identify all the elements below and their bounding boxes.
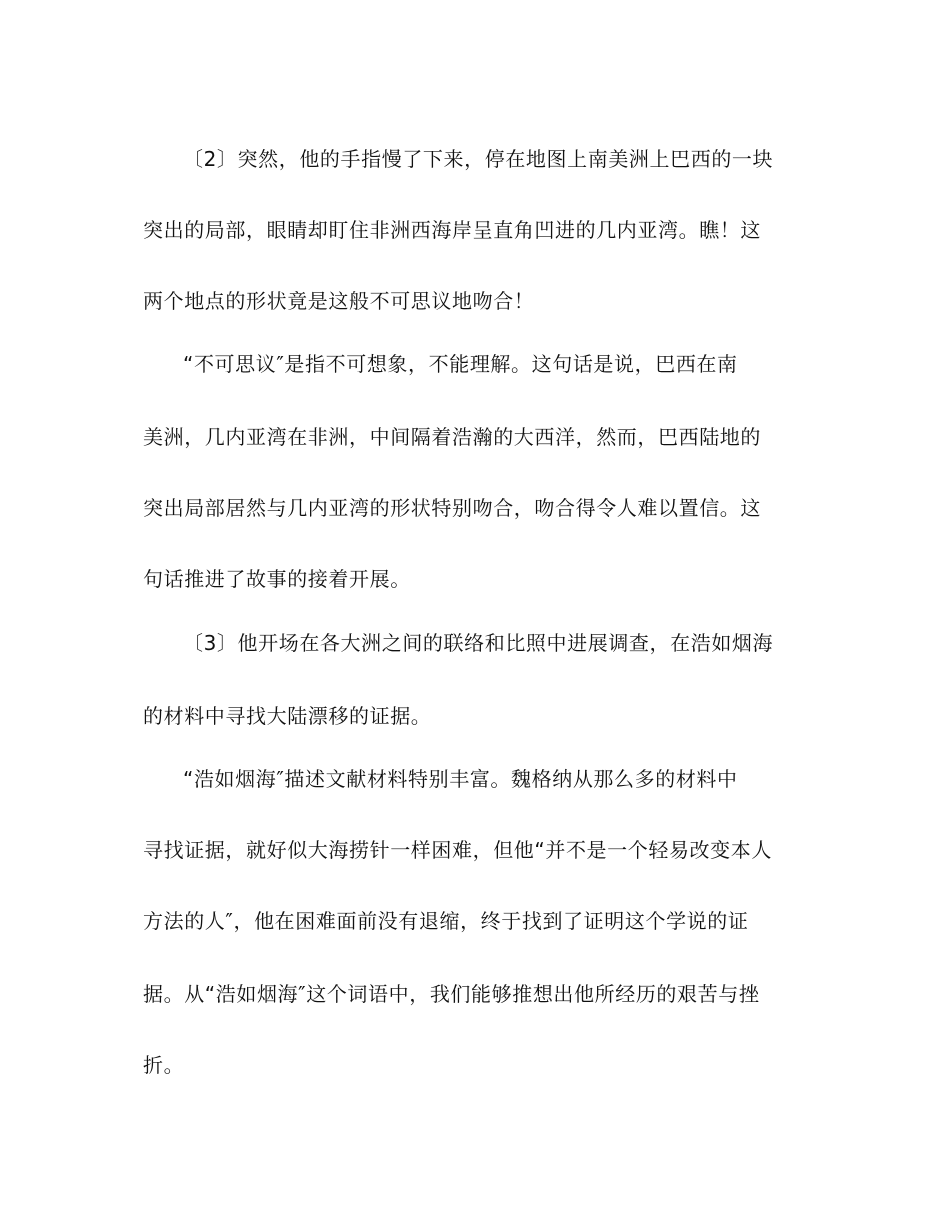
text-line: 突出的局部，眼睛却盯住非洲西海岸呈直角凹进的几内亚湾。瞧！这 [143, 218, 761, 242]
text-line: 方法的人″，他在困难面前没有退缩，终于找到了证明这个学说的证 [143, 909, 749, 933]
text-line: 美洲，几内亚湾在非洲，中间隔着浩瀚的大西洋，然而，巴西陆地的 [143, 425, 761, 449]
text-line: “不可思议″是指不可想象，不能理解。这句话是说，巴西在南 [183, 352, 738, 376]
text-line: 〔2〕突然，他的手指慢了下来，停在地图上南美洲上巴西的一块 [183, 147, 774, 171]
text-line: “浩如烟海″描述文献材料特别丰富。魏格纳从那么多的材料中 [183, 767, 738, 791]
text-line: 句话推进了故事的接着开展。 [143, 567, 411, 591]
text-line: 突出局部居然与几内亚湾的形状特别吻合，吻合得令人难以置信。这 [143, 496, 761, 520]
text-line: 寻找证据，就好似大海捞针一样困难，但他“并不是一个轻易改变本人 [143, 838, 772, 862]
text-line: 折。 [143, 1053, 185, 1077]
text-line: 两个地点的形状竟是这般不可思议地吻合！ [143, 289, 535, 313]
text-line: 〔3〕他开场在各大洲之间的联络和比照中进展调查，在浩如烟海 [183, 631, 774, 655]
text-line: 据。从“浩如烟海″这个词语中，我们能够推想出他所经历的艰苦与挫 [143, 982, 760, 1006]
text-line: 的材料中寻找大陆漂移的证据。 [143, 704, 432, 728]
